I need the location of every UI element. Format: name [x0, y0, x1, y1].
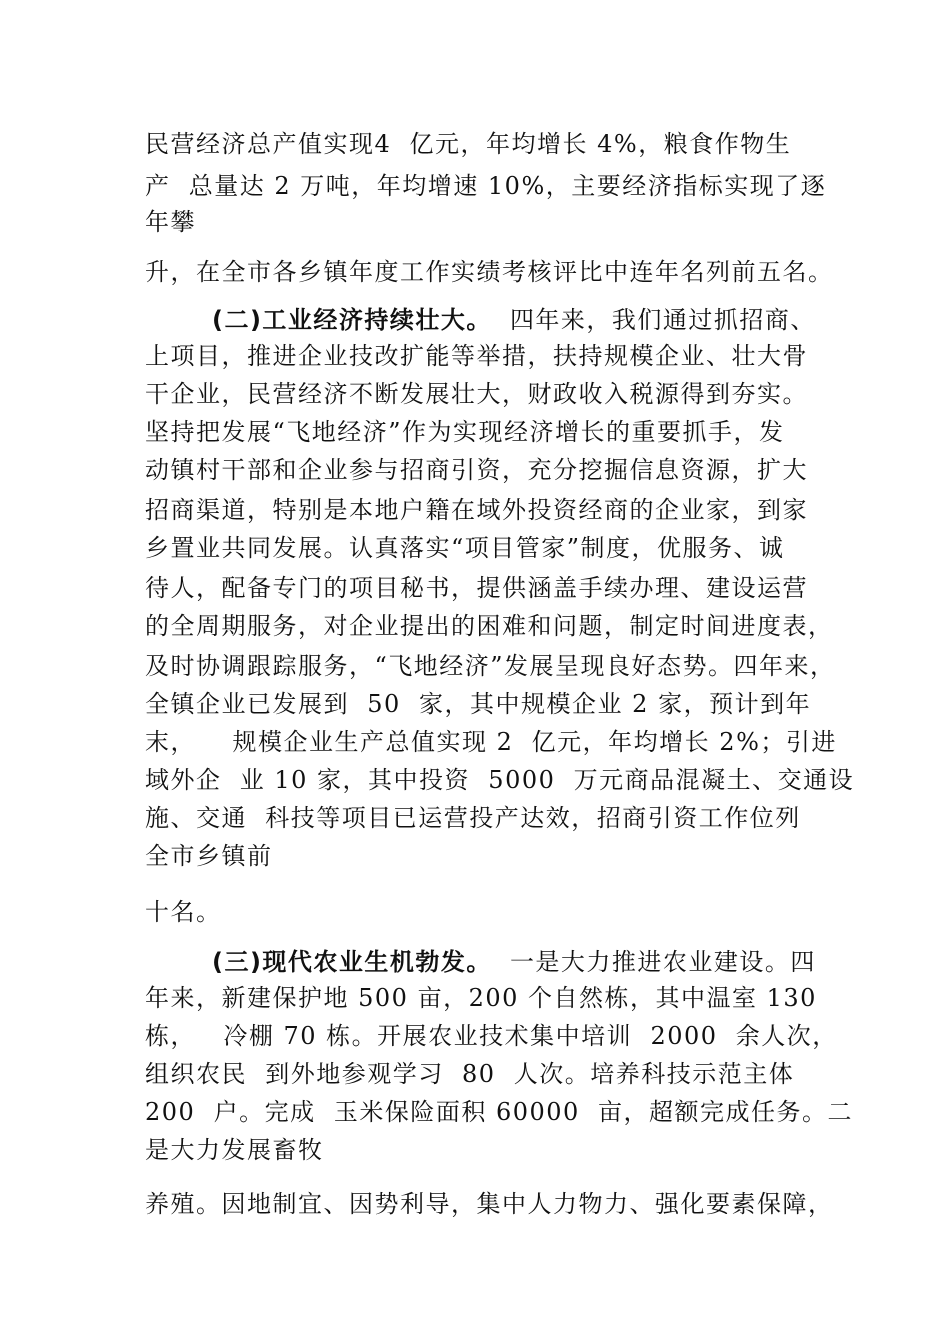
- text-line: 全镇企业已发展到 50 家，其中规模企业 2 家，预计到年: [145, 690, 812, 718]
- text-line: 上项目，推进企业技改扩能等举措，扶持规模企业、壮大骨: [145, 342, 808, 370]
- text-line: 待人，配备专门的项目秘书，提供涵盖手续办理、建设运营: [145, 574, 808, 602]
- text-line: 产 总量达 2 万吨，年均增速 10%，主要经济指标实现了逐: [145, 172, 827, 200]
- paragraph-start: [212, 304, 816, 336]
- text-line: 组织农民 到外地参观学习 80 人次。培养科技示范主体: [145, 1060, 795, 1088]
- text-line: 的全周期服务，对企业提出的困难和问题，制定时间进度表，: [145, 612, 834, 640]
- text-line: 及时协调跟踪服务，“飞地经济”发展呈现良好态势。四年来，: [145, 652, 836, 680]
- text-run: 一是大力推进农业建设。四: [509, 948, 816, 976]
- text-line: 坚持把发展“飞地经济”作为实现经济增长的重要抓手，发: [145, 418, 785, 446]
- text-line: 200 户。完成 玉米保险面积 60000 亩，超额完成任务。二: [145, 1098, 854, 1126]
- text-line: 升，在全市各乡镇年度工作实绩考核评比中连年名列前五名。: [145, 258, 834, 286]
- text-line: 民营经济总产值实现4 亿元，年均增长 4%，粮食作物生: [145, 130, 792, 158]
- text-line: 年来，新建保护地 500 亩，200 个自然栋，其中温室 130: [145, 984, 817, 1012]
- text-line: 动镇村干部和企业参与招商引资，充分挖掘信息资源，扩大: [145, 456, 808, 484]
- text-line: 招商渠道，特别是本地户籍在域外投资经商的企业家，到家: [145, 496, 808, 524]
- text-line: 养殖。因地制宜、因势利导，集中人力物力、强化要素保障，: [145, 1190, 834, 1218]
- text-line: 乡置业共同发展。认真落实“项目管家”制度，优服务、诚: [145, 534, 785, 562]
- text-line: 栋， 冷棚 70 栋。开展农业技术集中培训 2000 余人次，: [145, 1022, 838, 1050]
- section-heading-agriculture: (三)现代农业生机勃发。: [212, 948, 492, 976]
- section-heading-industry: (二)工业经济持续壮大。: [212, 306, 492, 334]
- text-run: 四年来，我们通过抓招商、: [509, 306, 816, 334]
- text-line: 年攀: [145, 208, 196, 236]
- text-line: 全市乡镇前: [145, 842, 273, 870]
- text-line: 末， 规模企业生产总值实现 2 亿元，年均增长 2%；引进: [145, 728, 837, 756]
- text-line: 是大力发展畜牧: [145, 1136, 324, 1164]
- paragraph-start: [212, 946, 816, 978]
- text-line: 施、交通 科技等项目已运营投产达效，招商引资工作位列: [145, 804, 801, 832]
- text-line: 十名。: [145, 898, 222, 926]
- text-line: 干企业，民营经济不断发展壮大，财政收入税源得到夯实。: [145, 380, 808, 408]
- text-line: 域外企 业 10 家，其中投资 5000 万元商品混凝土、交通设: [145, 766, 855, 794]
